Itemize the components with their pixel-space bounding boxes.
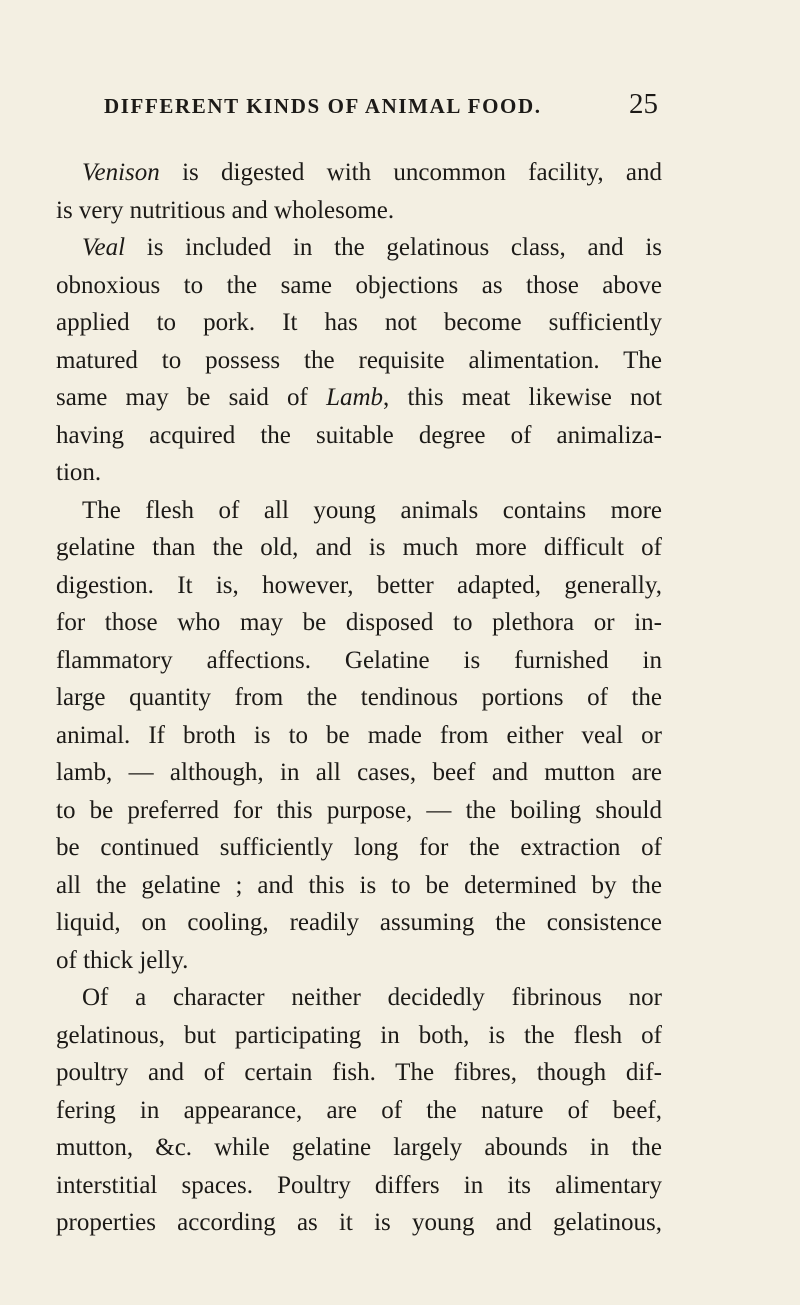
text-line: gelatinous, but participating in both, is the flesh of (56, 1021, 662, 1049)
text-line: mutton, &c. while gelatine largely abounds in the (56, 1134, 662, 1161)
body-text (56, 154, 662, 1242)
text-line: be continued sufficiently long for the extraction of (56, 834, 662, 861)
text-line: applied to pork. It has not become sufficiently (56, 309, 662, 336)
text-line: matured to possess the requisite alimentation. The (56, 346, 662, 374)
text-line: is very nutritious and wholesome. (56, 196, 395, 224)
text-line: animal. If broth is to be made from either veal or (56, 721, 662, 749)
text-line: Venison is digested with uncommon facility, and (82, 159, 662, 186)
text-line: all the gelatine ; and this is to be determined by the (56, 871, 662, 899)
text-line: obnoxious to the same objections as those above (56, 271, 662, 299)
text-line: lamb, — although, in all cases, beef and mutton are (56, 759, 662, 786)
text-line: tion. (56, 459, 102, 486)
text-line: fering in appearance, are of the nature of beef, (56, 1096, 662, 1124)
running-head (60, 88, 658, 128)
text-line: Veal is included in the gelatinous class, and is (82, 234, 662, 261)
text-line: large quantity from the tendinous portions of the (56, 684, 662, 711)
text-line: liquid, on cooling, readily assuming the consistence (56, 909, 662, 936)
text-line: same may be said of Lamb, this meat likewise not (56, 384, 663, 411)
text-line: interstitial spaces. Poultry differs in its alimentary (56, 1171, 662, 1199)
text-line: digestion. It is, however, better adapted, generally, (56, 571, 662, 599)
text-line: to be preferred for this purpose, — the boiling should (56, 796, 662, 824)
running-head-title: DIFFERENT KINDS OF ANIMAL FOOD. (104, 94, 542, 118)
text-line: Of a character neither decidedly fibrinous nor (82, 984, 662, 1011)
text-line: The flesh of all young animals contains more (82, 496, 662, 524)
text-line: having acquired the suitable degree of animaliza- (56, 421, 662, 449)
page-number: 25 (629, 88, 658, 120)
text-line: poultry and of certain fish. The fibres, though dif- (56, 1059, 662, 1086)
text-line: of thick jelly. (56, 946, 189, 974)
text-line: flammatory affections. Gelatine is furnished in (56, 646, 662, 674)
text-line: for those who may be disposed to plethora or in- (56, 609, 662, 636)
text-line: gelatine than the old, and is much more difficult of (56, 534, 662, 561)
text-line: properties according as it is young and gelatinous, (56, 1209, 662, 1236)
